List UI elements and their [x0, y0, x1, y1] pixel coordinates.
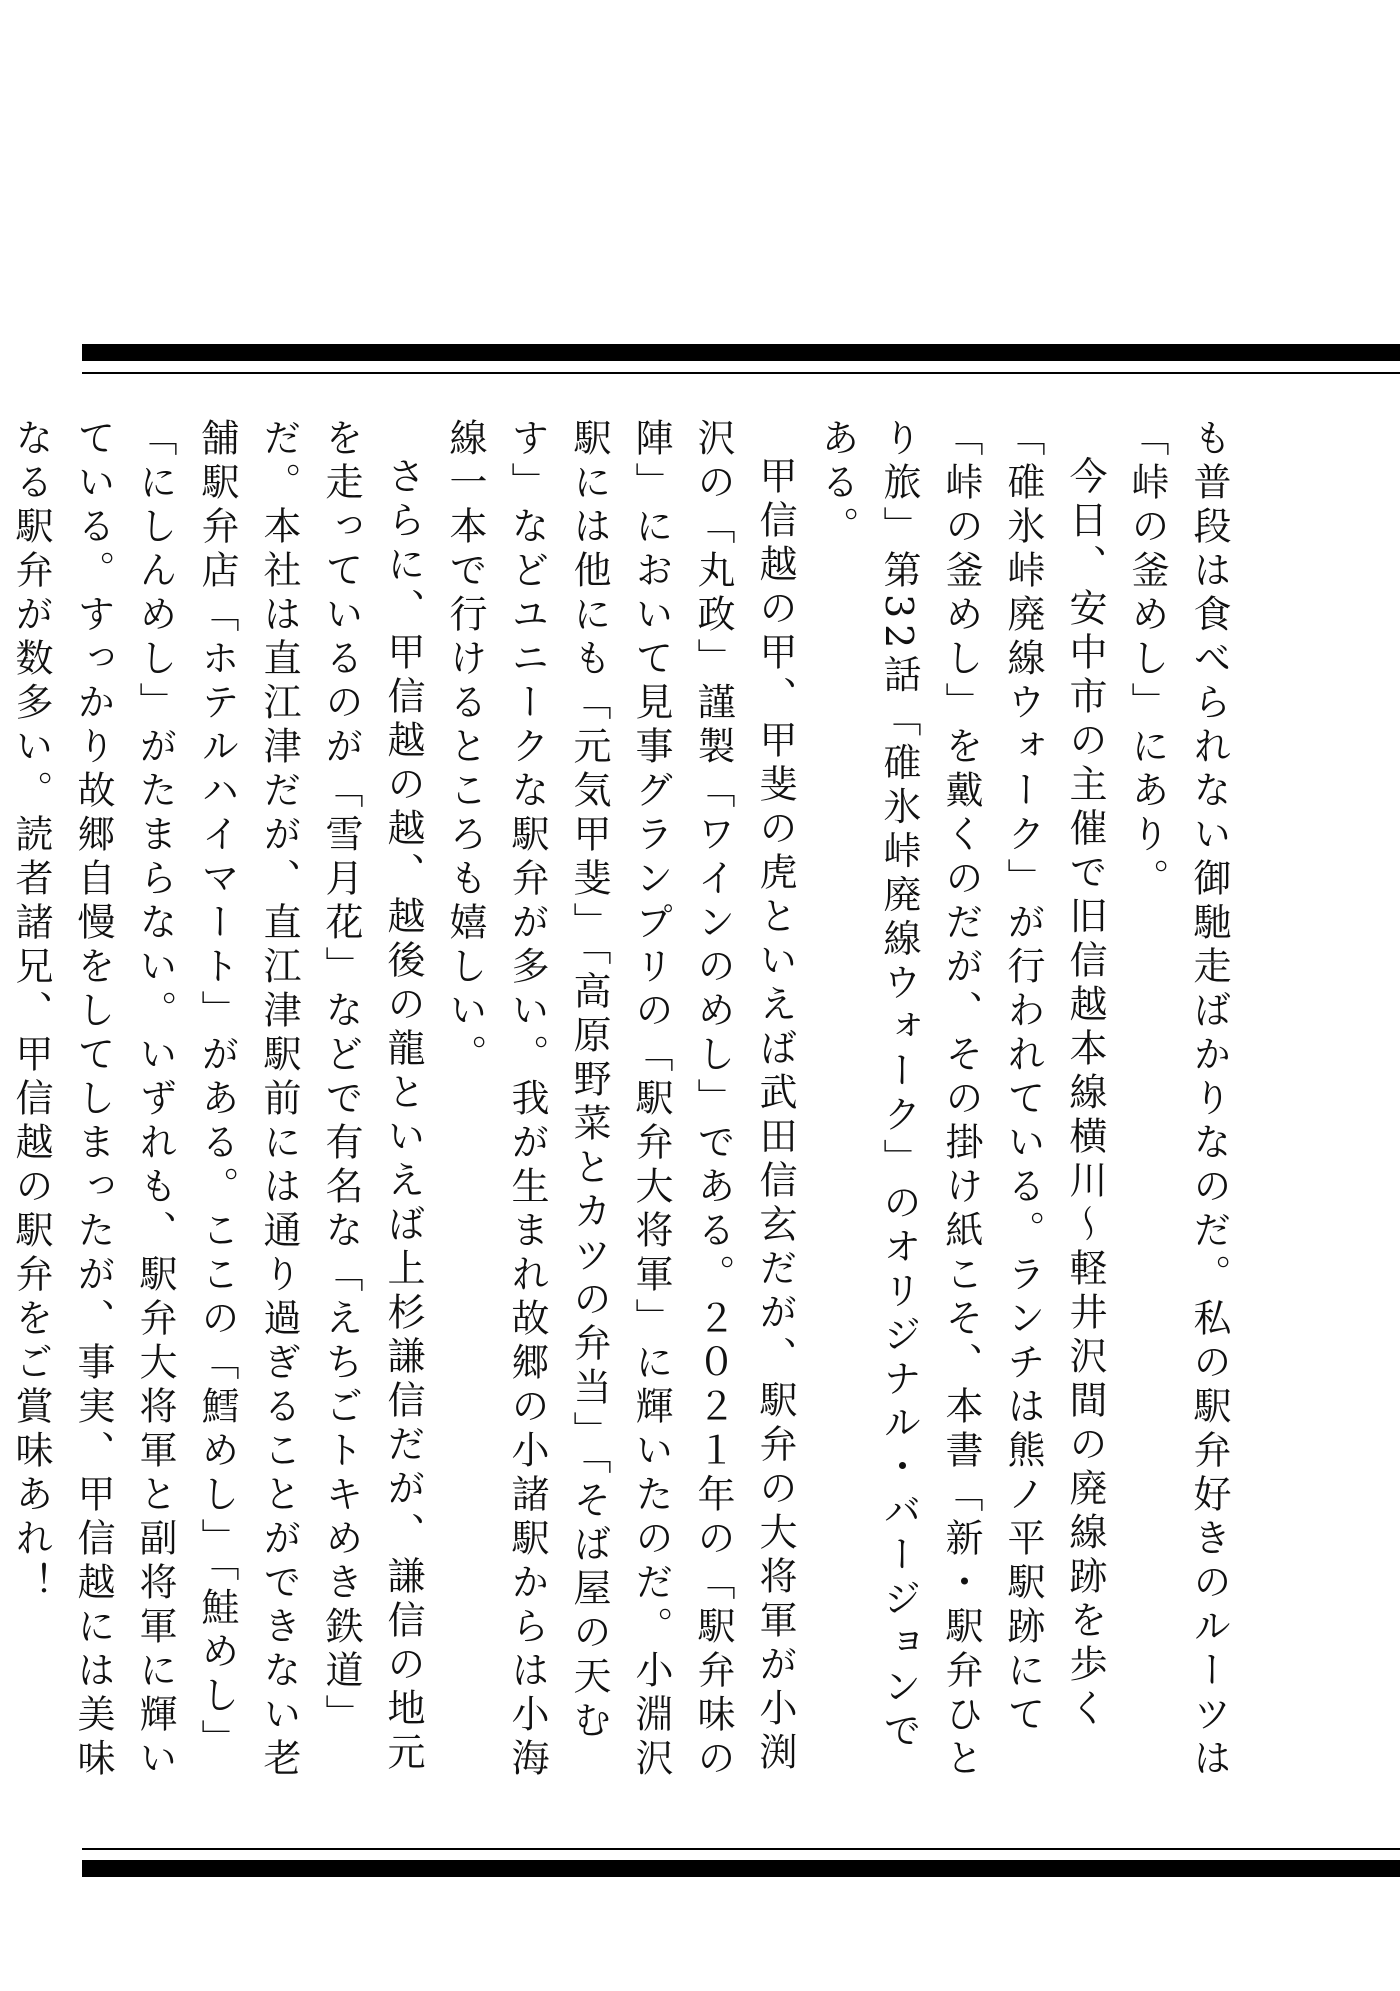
vertical-text-body — [9, 418, 1240, 1798]
bottom-thin-rule — [82, 1848, 1400, 1850]
paragraph-1: も普段は食べられない御馳走ばかりなのだ。私の駅弁好きのルーツは「峠の釜めし」にあり。 — [1125, 418, 1231, 1782]
top-thin-rule — [82, 372, 1400, 374]
top-thick-rule — [82, 344, 1400, 361]
bottom-thick-rule — [82, 1860, 1400, 1877]
paragraph-3: 甲信越の甲、甲斐の虎といえば武田信玄だが、駅弁の大将軍が小渕沢の「丸政」謹製「ワインのめし」である。２０２１年の「駅弁味の陣」において見事グランプリの「駅弁大将軍」に輝いたのだ。小淵沢駅には他にも「元気甲斐」「高原野菜とカツの弁当」「そば屋の天むす」などユニークな駅弁が多い。我が生まれ故郷の小諸駅からは小海線一本で行けるところも嬉しい。 — [443, 418, 797, 1782]
paragraph-4: さらに、甲信越の越、越後の龍といえば上杉謙信だが、謙信の地元を走っているのが「雪月花」などで有名な「えちごトキめき鉄道」だ。本社は直江津だが、直江津駅前には通り過ぎることができない老舗駅弁店「ホテルハイマート」がある。ここの「鱈めし」「鮭めし」「にしんめし」がたまらない。いずれも、駅弁大将軍と副将軍に輝いている。すっかり故郷自慢をしてしまったが、事実、甲信越には美味なる駅弁が数多い。読者諸兄、甲信越の駅弁をご賞味あれ！ — [9, 418, 425, 1782]
paragraph-2: 今日、安中市の主催で旧信越本線横川～軽井沢間の廃線跡を歩く「碓氷峠廃線ウォーク」が行われている。ランチは熊ノ平駅跡にて「峠の釜めし」を戴くのだが、その掛け紙こそ、本書「新・駅弁ひとり旅」第32話「碓氷峠廃線ウォーク」のオリジナル・バージョンである。 — [815, 418, 1107, 1782]
